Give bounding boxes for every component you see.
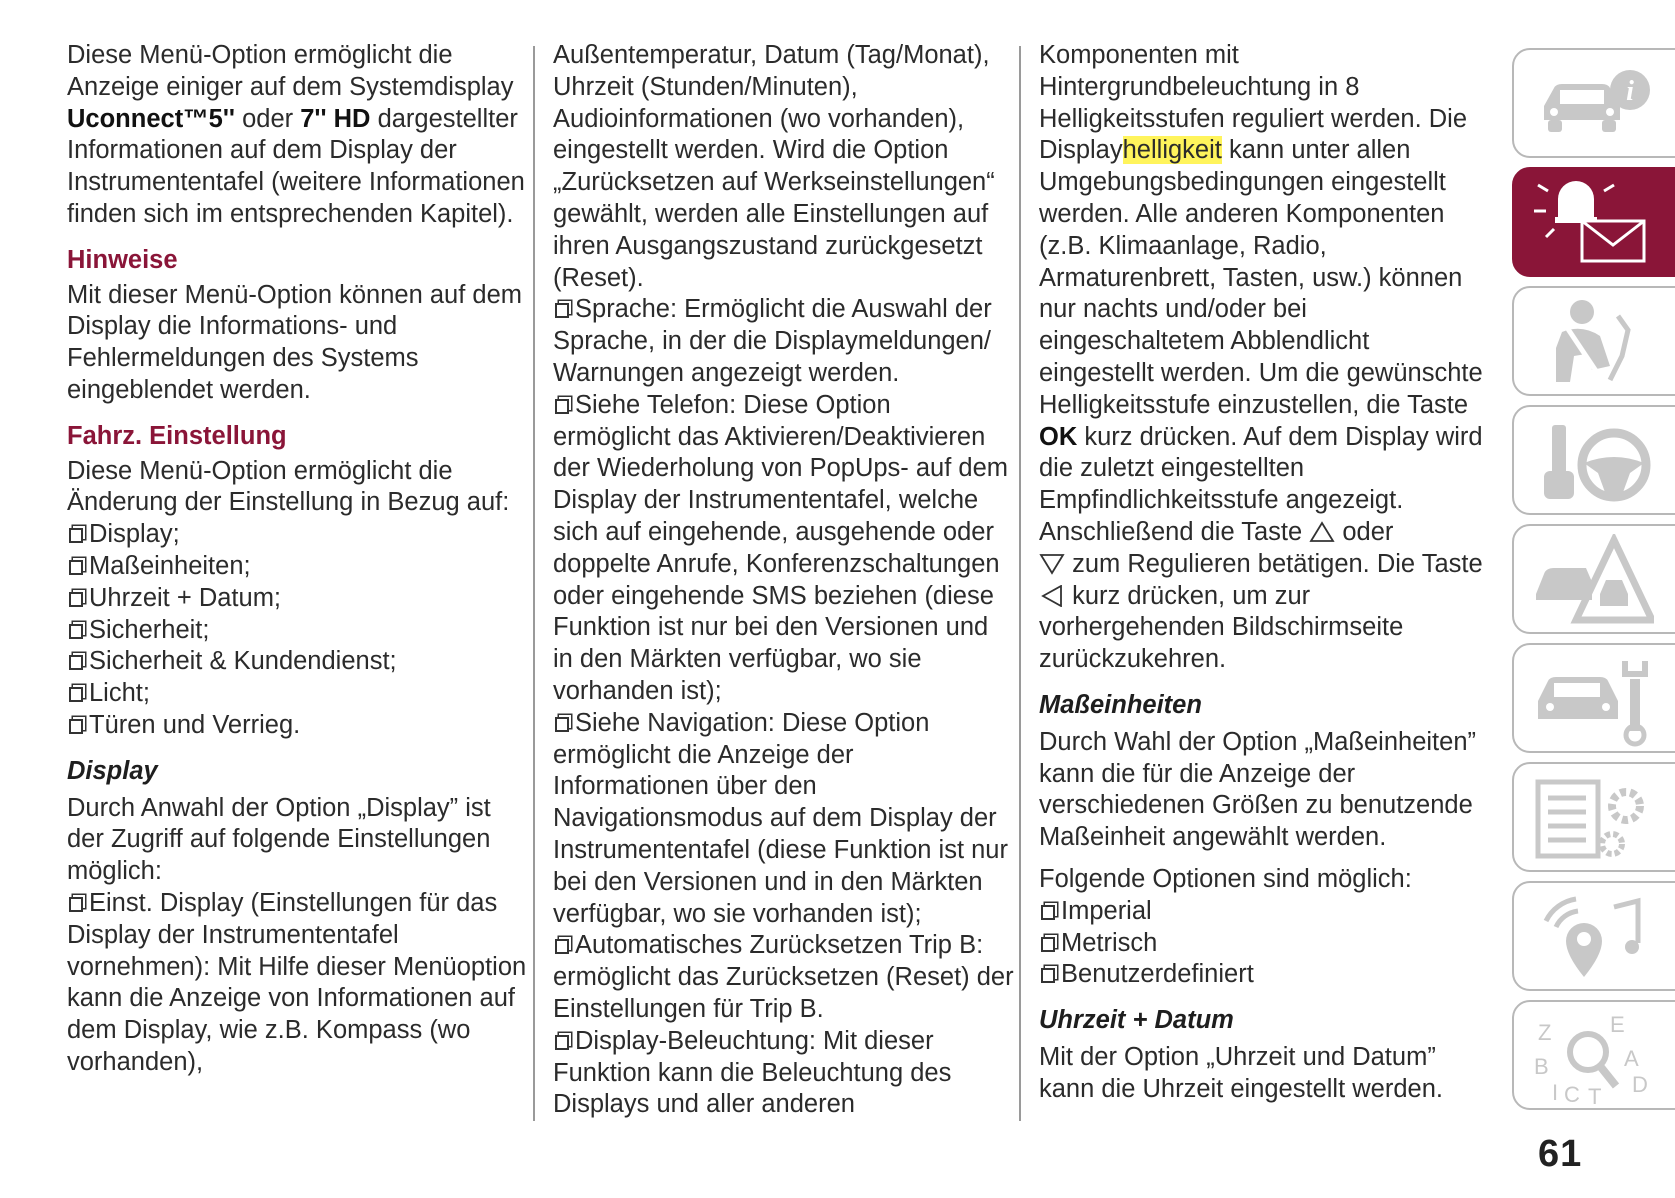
- svg-text:Z: Z: [1538, 1020, 1552, 1045]
- checkbox-bullet-icon: [69, 592, 83, 607]
- options-list: [1039, 896, 1485, 991]
- svg-text:E: E: [1610, 1012, 1625, 1037]
- telefon-item: Siehe Telefon: Diese Option ermöglicht das Aktivieren/Deaktivieren der Wiederholung von PopUps- auf dem Display der Instrumententafel, welche sich auf eingehende, ausgehende oder doppelte Anrufe, Konferenzschaltungen oder eingehende SMS beziehen (diese Funktion ist nur bei den Versionen und in den Märkten verfügbar, wo sie vorhanden ist);: [553, 390, 1009, 705]
- list-gear-icon: [1526, 772, 1654, 866]
- warning-light-envelope-icon: [1526, 177, 1654, 271]
- checkbox-bullet-icon: [555, 939, 569, 954]
- intro-paragraph: [67, 40, 532, 231]
- hinweise-text: Mit dieser Menü-Option können auf dem Display die Informations- und Fehlermeldungen des Systems eingeblendet werden.: [67, 280, 522, 404]
- checkbox-bullet-icon: [69, 528, 83, 543]
- checkbox-bullet-icon: [69, 560, 83, 575]
- list-item: Türen und Verrieg.: [67, 710, 532, 742]
- tab-starting-driving[interactable]: [1512, 405, 1675, 515]
- svg-text:C: C: [1564, 1082, 1580, 1104]
- sprache-item: Sprache: Ermöglicht die Auswahl der Sprache, in der die Displaymeldungen/ Warnungen angezeigt werden.: [553, 295, 992, 387]
- trip-item: Automatisches Zurücksetzen Trip B: ermöglicht das Zurücksetzen (Reset) der Einstellungen für Trip B.: [553, 931, 1014, 1023]
- tab-emergency[interactable]: [1512, 524, 1675, 634]
- checkbox-bullet-icon: [1041, 968, 1055, 983]
- left-triangle-icon: [1039, 585, 1065, 607]
- beleuchtung-item: Display-Beleuchtung: Mit dieser Funktion kann die Beleuchtung des Displays und aller anderen: [553, 1026, 952, 1119]
- tab-maintenance[interactable]: [1512, 643, 1675, 753]
- fahrz-list: [67, 519, 532, 742]
- seatbelt-person-icon: [1526, 296, 1654, 390]
- column-1: [67, 40, 532, 1079]
- svg-text:A: A: [1624, 1046, 1639, 1071]
- list-item: Uhrzeit + Datum;: [67, 583, 532, 615]
- uhrzeit-text: Mit der Option „Uhrzeit und Datum” kann die Uhrzeit eingestellt werden.: [1039, 1042, 1443, 1103]
- checkbox-bullet-icon: [1041, 905, 1055, 920]
- svg-text:i: i: [1626, 76, 1634, 107]
- column-3: [1039, 40, 1485, 1106]
- list-item: Benutzerdefiniert: [1039, 959, 1485, 991]
- display-text: Durch Anwahl der Option „Display” ist der Zugriff auf folgende Einstellungen möglich:: [67, 793, 491, 886]
- hd-label: 7'' HD: [300, 104, 371, 133]
- uconnect-label: Uconnect™5'': [67, 104, 235, 133]
- highlighted-word: helligkeit: [1122, 136, 1222, 165]
- column-divider: [533, 46, 535, 1121]
- checkbox-bullet-icon: [555, 1035, 569, 1050]
- tab-index[interactable]: [1512, 1000, 1675, 1110]
- column-divider: [1019, 46, 1021, 1121]
- list-item: Sicherheit;: [67, 615, 532, 647]
- list-item: Maßeinheiten;: [67, 551, 532, 583]
- tab-multimedia[interactable]: [1512, 881, 1675, 991]
- up-triangle-icon: [1309, 521, 1335, 543]
- fahrz-text: Diese Menü-Option ermöglicht die Änderung der Einstellung in Bezug auf:: [67, 456, 510, 517]
- checkbox-bullet-icon: [69, 897, 83, 912]
- masseinheiten-text: Durch Wahl der Option „Maßeinheiten” kann die für die Anzeige der verschiedenen Größen zu benutzende Maßeinheit angewählt werden.: [1039, 727, 1476, 852]
- warning-triangle-car-icon: [1526, 534, 1654, 628]
- checkbox-bullet-icon: [555, 399, 569, 414]
- hinweise-heading: Hinweise: [67, 245, 178, 274]
- checkbox-bullet-icon: [555, 717, 569, 732]
- tab-technical-data[interactable]: [1512, 762, 1675, 872]
- tab-instruments-lights[interactable]: [1512, 167, 1675, 277]
- tab-vehicle-info[interactable]: [1512, 48, 1675, 158]
- alphabet-search-icon: [1526, 1010, 1654, 1104]
- uhrzeit-heading: Uhrzeit + Datum: [1039, 1006, 1234, 1035]
- down-triangle-icon: [1039, 553, 1065, 575]
- checkbox-bullet-icon: [555, 303, 569, 318]
- navigation-item: Siehe Navigation: Diese Option ermöglicht die Anzeige der Informationen über den Navigationsmodus auf dem Display der Instrumententafel (diese Funktion ist nur bei den Versionen und in den Märkten verfügbar, wo sie vorhanden ist);: [553, 708, 1008, 928]
- car-info-icon: [1526, 58, 1654, 152]
- masseinheiten-heading: Maßeinheiten: [1039, 690, 1202, 719]
- checkbox-bullet-icon: [69, 655, 83, 670]
- svg-text:T: T: [1588, 1084, 1602, 1104]
- fahrz-heading: Fahrz. Einstellung: [67, 421, 287, 450]
- checkbox-bullet-icon: [69, 719, 83, 734]
- ok-key-label: OK: [1039, 422, 1078, 451]
- checkbox-bullet-icon: [69, 687, 83, 702]
- continued-text: Außentemperatur, Datum (Tag/Monat), Uhrzeit (Stunden/Minuten), Audioinformationen (wo vorhanden), eingestellt werden. Wird die Option „Zurücksetzen auf Werkseinstellungen“ gewählt, werden alle Einstellungen auf ihren Ausgangszustand zurückgesetzt (Reset).: [553, 41, 995, 292]
- list-item: Display;: [67, 519, 532, 551]
- brightness-paragraph: Komponenten mit Hintergrundbeleuchtung in 8 Helligkeitsstufen reguliert werden. Die Displayhelligkeit kann unter allen Umgebungsbedingungen eingestellt werden. Alle anderen Komponenten (z.B. Klimaanlage, Radio, Armaturenbrett, Tasten, usw.) können nur nachts und/oder bei eingeschaltetem Abblendlicht eingestellt werden. Um die gewünschte Helligkeitsstufe einzustellen, die Taste OK kurz drücken. Auf dem Display wird die zuletzt eingestellten Empfindlichkeitsstufe angezeigt. Anschließend die Taste oder zum Regulieren betätigen. Die Taste kurz drücken, um zur vorhergehenden Bildschirmseite zurückzukehren.: [1039, 41, 1483, 674]
- einst-display-item: Einst. Display (Einstellungen für das Display der Instrumententafel vornehmen): Mit Hilfe dieser Menüoption kann die Anzeige von Informationen auf dem Display, wie z.B. Kompass (wo vorhanden),: [67, 888, 527, 1076]
- intro-text: Diese Menü-Option ermöglicht die Anzeige einiger auf dem Systemdisplay: [67, 41, 514, 101]
- list-item: Imperial: [1039, 896, 1485, 928]
- svg-text:D: D: [1632, 1072, 1648, 1097]
- list-item: Sicherheit & Kundendienst;: [67, 646, 532, 678]
- svg-text:I: I: [1552, 1080, 1559, 1104]
- key-steering-wheel-icon: [1526, 415, 1654, 509]
- column-2: [553, 40, 1015, 1121]
- options-intro: Folgende Optionen sind möglich:: [1039, 864, 1412, 893]
- tab-safety[interactable]: [1512, 286, 1675, 396]
- display-heading: Display: [67, 756, 158, 785]
- svg-text:B: B: [1534, 1054, 1549, 1079]
- checkbox-bullet-icon: [69, 624, 83, 639]
- oder-text: oder: [242, 104, 294, 133]
- intro-rest-text: dargestellter Informationen auf dem Display der Instrumententafel (weitere Informationen finden sich im entsprechenden Kapitel).: [67, 104, 525, 228]
- list-item: Licht;: [67, 678, 532, 710]
- checkbox-bullet-icon: [1041, 937, 1055, 952]
- list-item: Metrisch: [1039, 928, 1485, 960]
- car-wrench-icon: [1526, 653, 1654, 747]
- signal-music-icon: [1526, 891, 1654, 985]
- page-number: 61: [1538, 1133, 1583, 1175]
